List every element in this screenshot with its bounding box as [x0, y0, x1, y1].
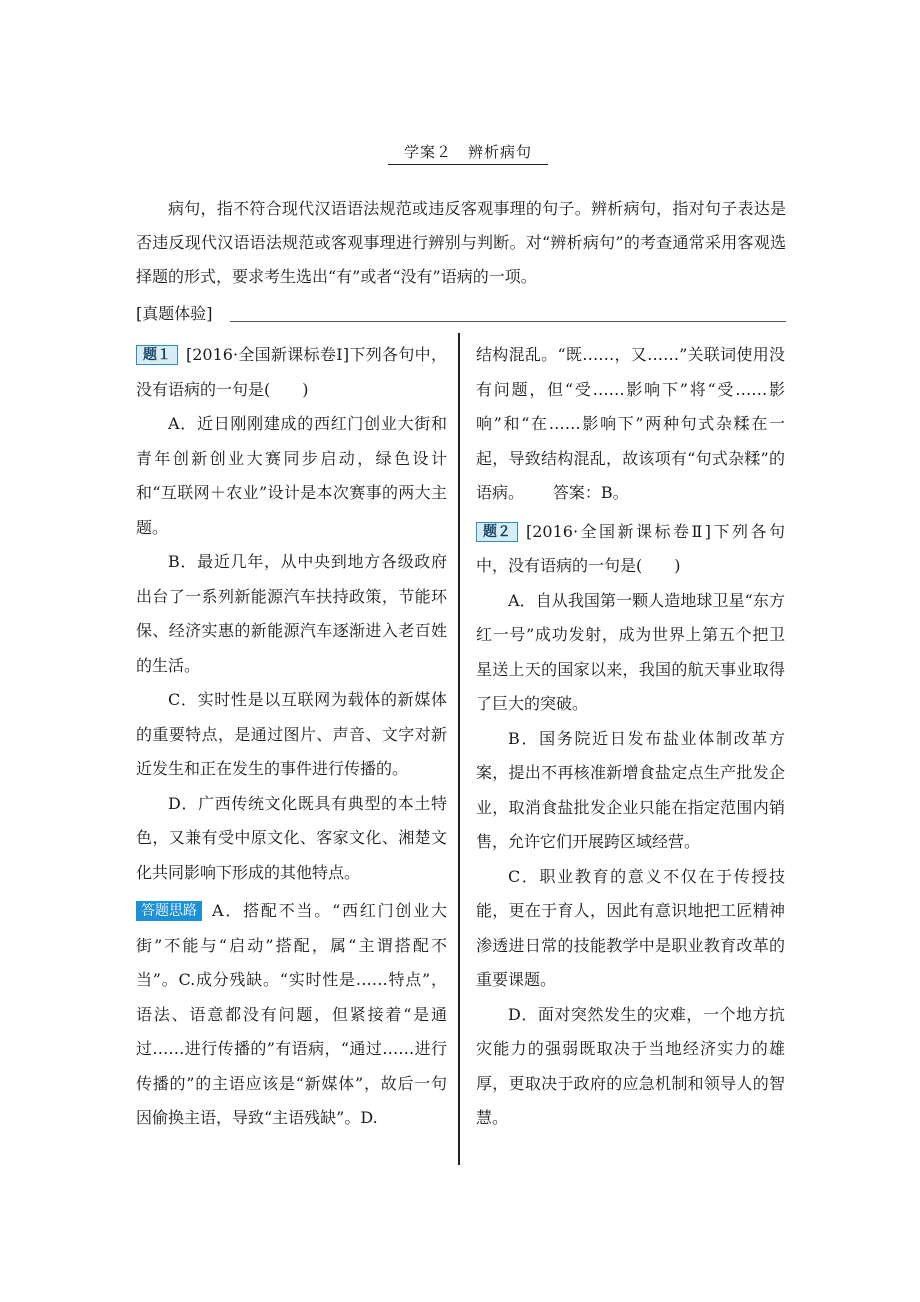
question-2-option-b: B．国务院近日发布盐业体制改革方案，提出不再核准新增食盐定点生产批发企业，取消食盐批发企业只能在指定范围内销售，允许它们开展跨区域经营。 [476, 728, 785, 851]
section-heading: [真题体验] [136, 304, 213, 323]
question-1-option-d: D．广西传统文化既具有典型的本土特色，又兼有受中原文化、客家文化、湘楚文化共同影响下形成的其他特点。 [136, 793, 447, 882]
question-1-analysis-text-continued: 结构混乱。“既……，又……”关联词使用没有问题，但“受……影响下”将“受……影响”和“在……影响下”两种句式杂糅在一起，导致结构混乱，故该项有“句式杂糅”的语病。 [476, 345, 785, 502]
page-title: 学案２ 辨析病句 [388, 141, 548, 165]
question-1-answer: 答案：B。 [552, 483, 629, 502]
question-2-badge: 题２ [476, 522, 518, 542]
question-1-stem [136, 338, 447, 407]
question-2-stem-text: [2016·全国新课标卷Ⅱ]下列各句中，没有语病的一句是( ) [476, 521, 785, 575]
intro-paragraph: 病句，指不符合现代汉语语法规范或违反客观事理的句子。辨析病句，指对句子表达是否违反现代汉语语法规范或客观事理进行辨别与判断。对“辨析病句”的考查通常采用客观选择题的形式，要求考生选出“有”或者“没有”语病的一项。 [136, 199, 786, 286]
question-1-option-a: A．近日刚刚建成的西红门创业大街和青年创新创业大赛同步启动，绿色设计和“互联网＋农业”设计是本次赛事的两大主题。 [136, 414, 447, 537]
question-2-option-d: D．面对突然发生的灾难，一个地方抗灾能力的强弱既取决于当地经济实力的雄厚，更取决于政府的应急机制和领导人的智慧。 [476, 1004, 785, 1127]
analysis-badge: 答题思路 [136, 901, 202, 921]
question-1-badge: 题１ [136, 345, 178, 365]
right-column [476, 338, 785, 1136]
question-1-option-c: C．实时性是以互联网为载体的新媒体的重要特点，是通过图片、声音、文字对新近发生和正在发生的事件进行传播的。 [136, 690, 447, 778]
left-column [136, 338, 447, 1136]
question-1-analysis [136, 894, 447, 1136]
question-1-analysis-text: A．搭配不当。“西红门创业大街”不能与“启动”搭配，属“主谓搭配不当”。C.成分残缺。“实时性是……特点”，语法、语意都没有问题，但紧接着“是通过……进行传播的”有语病，“通过……进行传播的”的主语应该是“新媒体”，故后一句因偷换主语，导致“主语残缺”。D. [136, 901, 447, 1127]
question-2-stem [476, 515, 785, 584]
question-1-option-b: B．最近几年，从中央到地方各级政府出台了一系列新能源汽车扶持政策，节能环保、经济实惠的新能源汽车逐渐进入老百姓的生活。 [136, 552, 447, 675]
question-1-stem-text: [2016·全国新课标卷Ⅰ]下列各句中，没有语病的一句是( ) [136, 345, 447, 399]
column-divider [458, 333, 460, 1165]
section-rule [230, 321, 786, 322]
question-2-option-c: C．职业教育的意义不仅在于传授技能，更在于育人，因此有意识地把工匠精神渗透进日常的技能教学中是职业教育改革的重要课题。 [476, 866, 785, 989]
question-1-analysis-continued [476, 338, 785, 511]
question-2-option-a: A．自从我国第一颗人造地球卫星“东方红一号”成功发射，成为世界上第五个把卫星送上天的国家以来，我国的航天事业取得了巨大的突破。 [476, 590, 785, 713]
